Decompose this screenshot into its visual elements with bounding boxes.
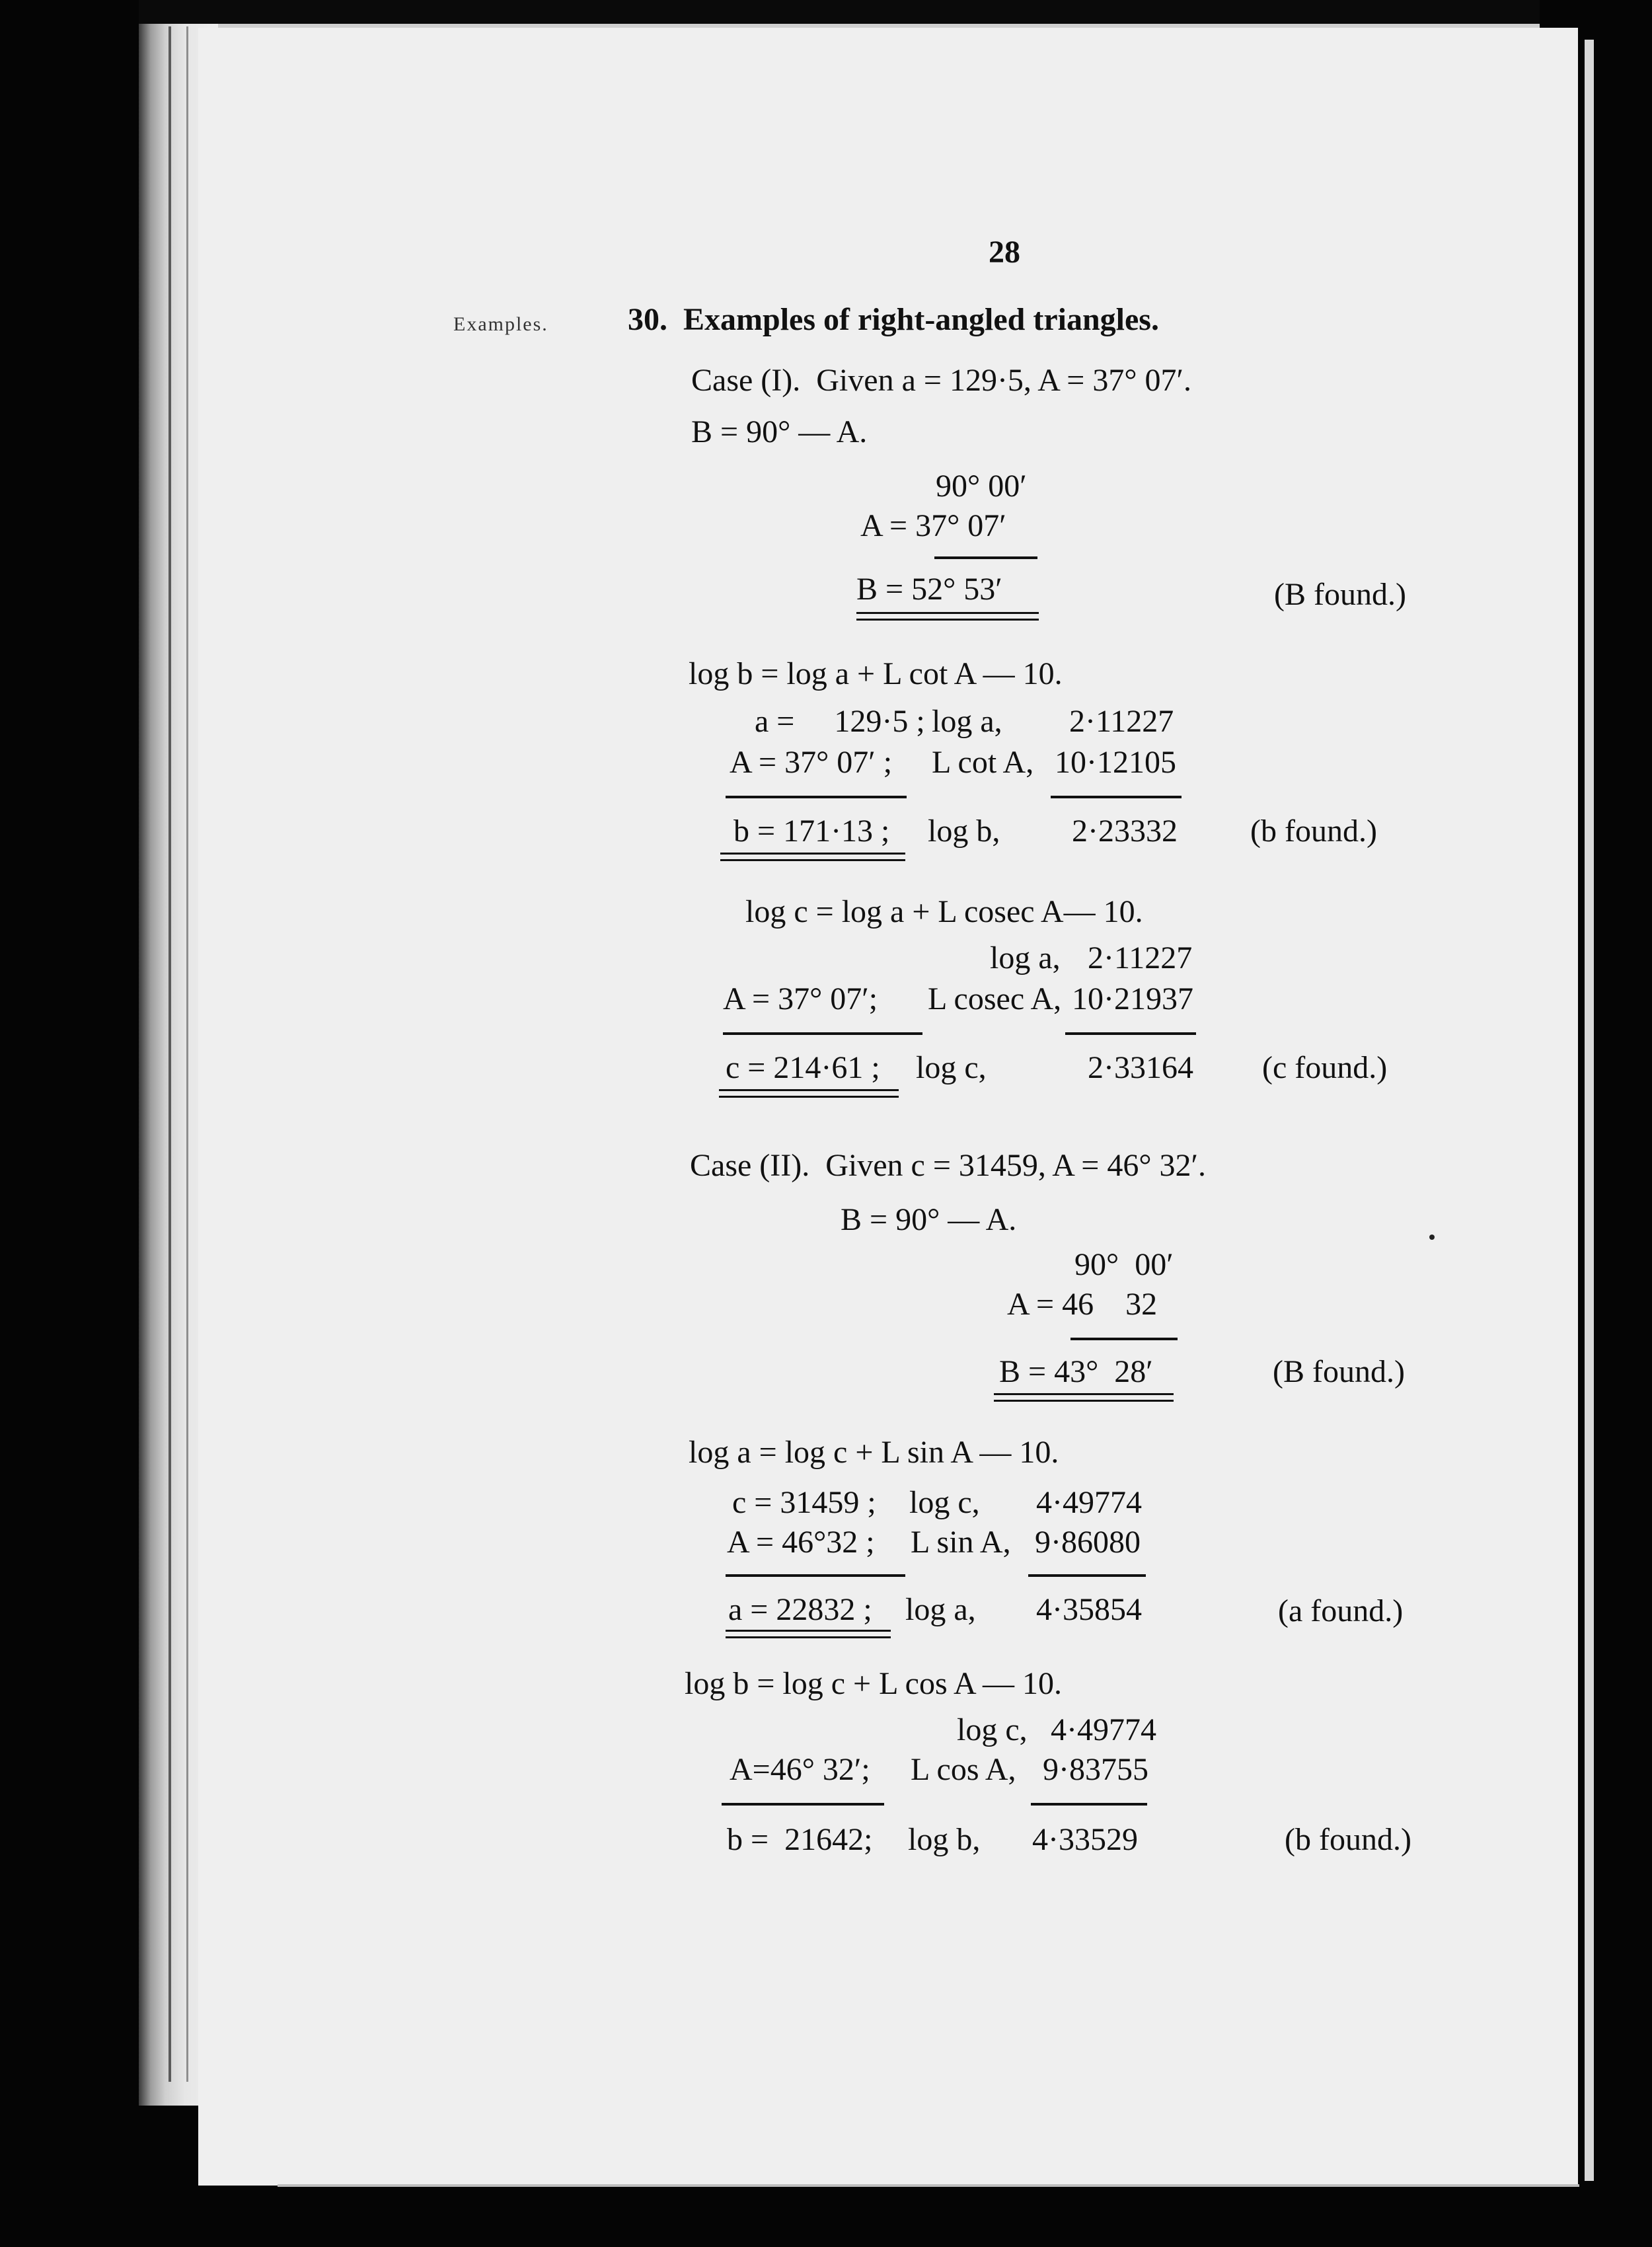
case1-c-found: (c found.) (1262, 1050, 1388, 1085)
case1-row1-mid: log a, (932, 704, 1002, 739)
case2-b-row3-val: 4·33529 (1032, 1822, 1138, 1857)
spine-line (169, 26, 171, 2082)
sum-rule (1051, 796, 1182, 798)
page-bottom-edge (278, 2184, 1579, 2187)
case1-b-formula: B = 90° — A. (691, 414, 868, 449)
case1-row2-left: A = 37° 07′ ; (730, 745, 893, 780)
case1-c-row2-left: A = 37° 07′; (723, 981, 878, 1016)
case1-c-row1-val: 2·11227 (1088, 940, 1193, 975)
double-underline (994, 1400, 1174, 1402)
page-right-edge (1585, 40, 1594, 2181)
case1-sub-top: 90° 00′ (936, 469, 1027, 504)
double-underline (994, 1393, 1174, 1395)
case1-c-row3-left: c = 214·61 ; (726, 1050, 880, 1085)
case1-row2-mid: L cot A, (932, 745, 1034, 780)
case2-log-b-formula: log b = log c + L cos A — 10. (685, 1666, 1063, 1701)
subtraction-rule (934, 556, 1037, 559)
section-heading: 30. Examples of right-angled triangles. (628, 302, 1159, 337)
case1-b-found: (B found.) (1274, 577, 1406, 612)
case2-b-row3-left: b = 21642; (727, 1822, 873, 1857)
case2-b-row1-val: 4·49774 (1051, 1712, 1156, 1747)
sum-rule (722, 1803, 884, 1806)
double-underline (720, 853, 905, 855)
case2-a-row1-left: c = 31459 ; (732, 1485, 876, 1520)
case2-b-formula: B = 90° — A. (841, 1202, 1017, 1237)
page-number: 28 (989, 235, 1020, 270)
case1-row1-left: a = 129·5 ; (755, 704, 925, 739)
case2-a-found: (a found.) (1278, 1593, 1404, 1628)
spine-line (186, 26, 188, 2082)
case2-log-a-formula: log a = log c + L sin A — 10. (689, 1435, 1059, 1470)
case2-b-row3-mid: log b, (908, 1822, 981, 1857)
sum-rule (726, 1574, 905, 1577)
case1-b-found-small: (b found.) (1250, 814, 1377, 849)
case1-c-row3-val: 2·33164 (1088, 1050, 1193, 1085)
double-underline (856, 612, 1039, 614)
case2-a-row1-mid: log c, (909, 1485, 980, 1520)
subtraction-rule (1070, 1338, 1178, 1340)
sum-rule (1028, 1574, 1146, 1577)
case2-a-row3-mid: log a, (905, 1592, 976, 1627)
case2-a-row3-left: a = 22832 ; (728, 1592, 872, 1627)
case2-sub-result: B = 43° 28′ (999, 1354, 1153, 1389)
double-underline (726, 1630, 891, 1632)
double-underline (726, 1636, 891, 1638)
sum-rule (1065, 1032, 1196, 1035)
case1-c-row3-mid: log c, (916, 1050, 987, 1085)
case1-row3-val: 2·23332 (1072, 814, 1178, 849)
double-underline (719, 1089, 899, 1091)
case2-b-row1-mid: log c, (957, 1712, 1028, 1747)
case1-row3-mid: log b, (928, 814, 1000, 849)
sum-rule (1031, 1803, 1147, 1806)
scan-speck (1429, 1235, 1435, 1240)
case1-sub-a: A = 37° 07′ (860, 508, 1006, 543)
case1-row1-val: 2·11227 (1069, 704, 1174, 739)
margin-note: Examples. (453, 313, 548, 335)
sum-rule (723, 1032, 922, 1035)
case1-given: Case (I). Given a = 129·5, A = 37° 07′. (691, 363, 1192, 398)
case2-sub-a: A = 46 32 (1007, 1287, 1158, 1322)
case2-b-row2-left: A=46° 32′; (730, 1752, 870, 1787)
case1-row3-left: b = 171·13 ; (733, 814, 890, 849)
case2-b-found-small: (b found.) (1285, 1822, 1411, 1857)
case2-a-row3-val: 4·35854 (1036, 1592, 1142, 1627)
case1-log-b-formula: log b = log a + L cot A — 10. (689, 656, 1063, 691)
case2-a-row2-mid: L sin A, (911, 1525, 1011, 1560)
case1-log-c-formula: log c = log a + L cosec A— 10. (745, 894, 1143, 929)
double-underline (856, 619, 1039, 621)
scan-top-border (139, 0, 1540, 28)
case2-b-row2-mid: L cos A, (911, 1752, 1016, 1787)
double-underline (720, 859, 905, 861)
case2-given: Case (II). Given c = 31459, A = 46° 32′. (690, 1148, 1207, 1183)
double-underline (719, 1096, 899, 1098)
case2-b-row2-val: 9·83755 (1043, 1752, 1148, 1787)
case1-row2-val: 10·12105 (1055, 745, 1176, 780)
case2-a-row1-val: 4·49774 (1036, 1485, 1142, 1520)
sum-rule (726, 796, 907, 798)
case2-a-row2-val: 9·86080 (1035, 1525, 1141, 1560)
case1-sub-result: B = 52° 53′ (856, 572, 1002, 607)
page-sheet (198, 28, 1579, 2186)
case2-sub-top: 90° 00′ (1074, 1247, 1174, 1282)
case2-a-row2-left: A = 46°32 ; (727, 1525, 875, 1560)
case2-b-found: (B found.) (1273, 1354, 1405, 1389)
case1-c-row1-mid: log a, (990, 940, 1061, 975)
case1-c-row2-val: 10·21937 (1072, 981, 1193, 1016)
case1-c-row2-mid: L cosec A, (928, 981, 1062, 1016)
